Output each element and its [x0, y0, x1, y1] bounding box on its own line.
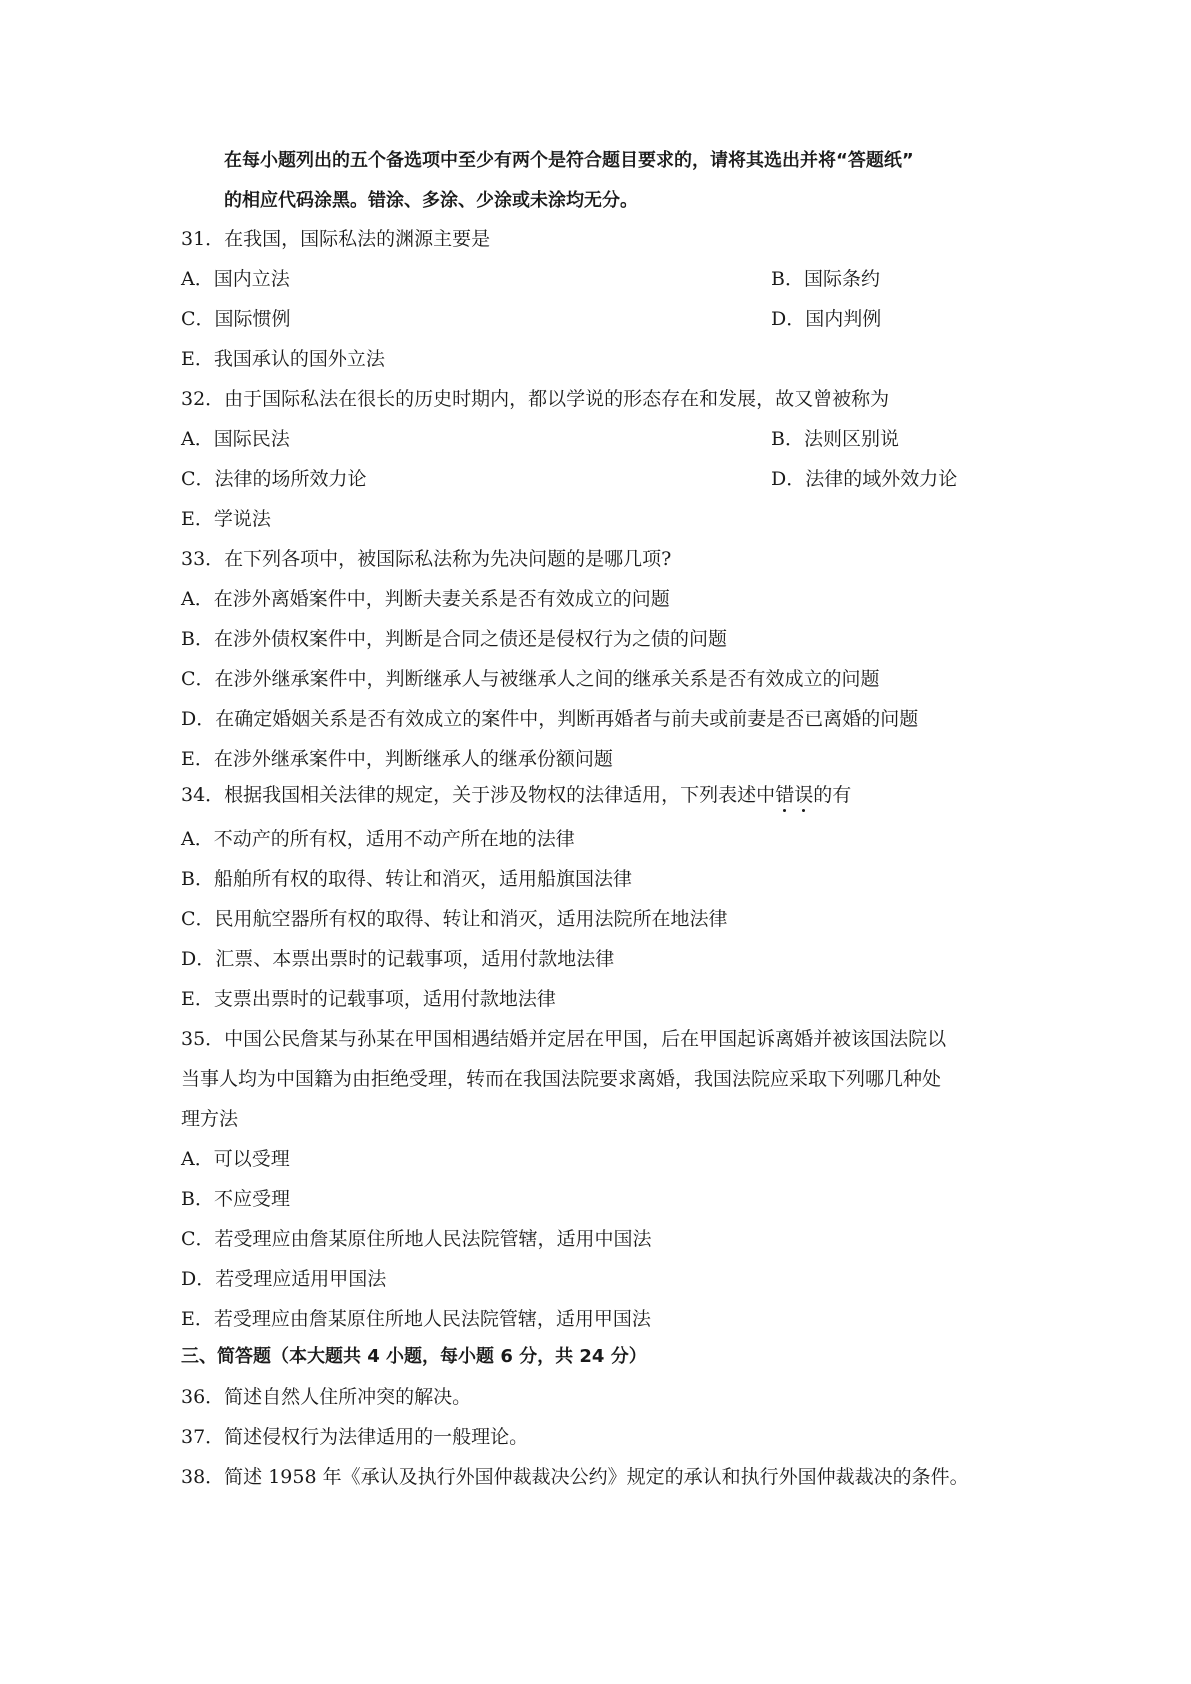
question-32-options-row-1 [181, 426, 1021, 452]
question-31-option-a: A．国内立法 [181, 268, 290, 290]
question-31-options-row-2 [181, 306, 1021, 332]
question-32-option-a: A．国际民法 [181, 428, 290, 450]
question-31-option-e: E．我国承认的国外立法 [181, 348, 385, 370]
question-35-option-c: C．若受理应由詹某原住所地人民法院管辖，适用中国法 [181, 1228, 652, 1250]
question-36-stem: 36．简述自然人住所冲突的解决。 [181, 1386, 472, 1408]
question-34-option-b: B．船舶所有权的取得、转让和消灭，适用船旗国法律 [181, 868, 632, 890]
question-35-stem-line-2: 当事人均为中国籍为由拒绝受理，转而在我国法院要求离婚，我国法院应采取下列哪几种处 [181, 1068, 942, 1090]
question-34-emphasis-char-2: 误 [794, 784, 814, 806]
question-31-option-d: D．国内判例 [771, 308, 882, 330]
question-35-stem-line-3: 理方法 [181, 1108, 239, 1130]
question-38-stem: 38．简述 1958 年《承认及执行外国仲裁裁决公约》规定的承认和执行外国仲裁裁决的条件。 [181, 1466, 969, 1488]
question-35-option-b: B．不应受理 [181, 1188, 290, 1210]
question-34-option-d: D．汇票、本票出票时的记载事项，适用付款地法律 [181, 948, 615, 970]
question-34-stem [181, 782, 1021, 808]
question-31-options-row-1 [181, 266, 1021, 292]
question-33-option-d: D．在确定婚姻关系是否有效成立的案件中，判断再婚者与前夫或前妻是否已离婚的问题 [181, 708, 919, 730]
question-34-option-a: A．不动产的所有权，适用不动产所在地的法律 [181, 828, 575, 850]
instruction-line-2: 的相应代码涂黑。错涂、多涂、少涂或未涂均无分。 [224, 190, 638, 211]
question-34-option-e: E．支票出票时的记载事项，适用付款地法律 [181, 988, 556, 1010]
question-31-stem: 31．在我国，国际私法的渊源主要是 [181, 228, 491, 250]
question-32-option-c: C．法律的场所效力论 [181, 468, 367, 490]
question-37-stem: 37．简述侵权行为法律适用的一般理论。 [181, 1426, 529, 1448]
question-33-stem: 33．在下列各项中，被国际私法称为先决问题的是哪几项? [181, 548, 672, 570]
instruction-line-1: 在每小题列出的五个备选项中至少有两个是符合题目要求的，请将其选出并将“答题纸” [224, 150, 914, 171]
question-32-option-d: D．法律的域外效力论 [771, 468, 958, 490]
question-32-option-e: E．学说法 [181, 508, 271, 530]
question-33-option-b: B．在涉外债权案件中，判断是合同之债还是侵权行为之债的问题 [181, 628, 727, 650]
question-34-emphasis-char-1: 错 [775, 784, 795, 806]
question-33-option-a: A．在涉外离婚案件中，判断夫妻关系是否有效成立的问题 [181, 588, 670, 610]
question-31-option-c: C．国际惯例 [181, 308, 291, 330]
question-35-option-e: E．若受理应由詹某原住所地人民法院管辖，适用甲国法 [181, 1308, 651, 1330]
question-33-option-e: E．在涉外继承案件中，判断继承人的继承份额问题 [181, 748, 613, 770]
question-32-stem: 32．由于国际私法在很长的历史时期内，都以学说的形态存在和发展，故又曾被称为 [181, 388, 890, 410]
question-34-stem-tail: 的有 [813, 784, 852, 806]
question-35-option-d: D．若受理应适用甲国法 [181, 1268, 387, 1290]
question-32-option-b: B．法则区别说 [771, 428, 899, 450]
section-3-heading: 三、简答题（本大题共 4 小题，每小题 6 分，共 24 分） [181, 1346, 647, 1367]
question-34-option-c: C．民用航空器所有权的取得、转让和消灭，适用法院所在地法律 [181, 908, 728, 930]
question-32-options-row-2 [181, 466, 1021, 492]
question-34-stem-text: 34．根据我国相关法律的规定，关于涉及物权的法律适用，下列表述中 [181, 784, 776, 806]
question-33-option-c: C．在涉外继承案件中，判断继承人与被继承人之间的继承关系是否有效成立的问题 [181, 668, 880, 690]
question-35-stem-line-1: 35．中国公民詹某与孙某在甲国相遇结婚并定居在甲国，后在甲国起诉离婚并被该国法院以 [181, 1028, 947, 1050]
question-35-option-a: A．可以受理 [181, 1148, 290, 1170]
question-31-option-b: B．国际条约 [771, 268, 880, 290]
